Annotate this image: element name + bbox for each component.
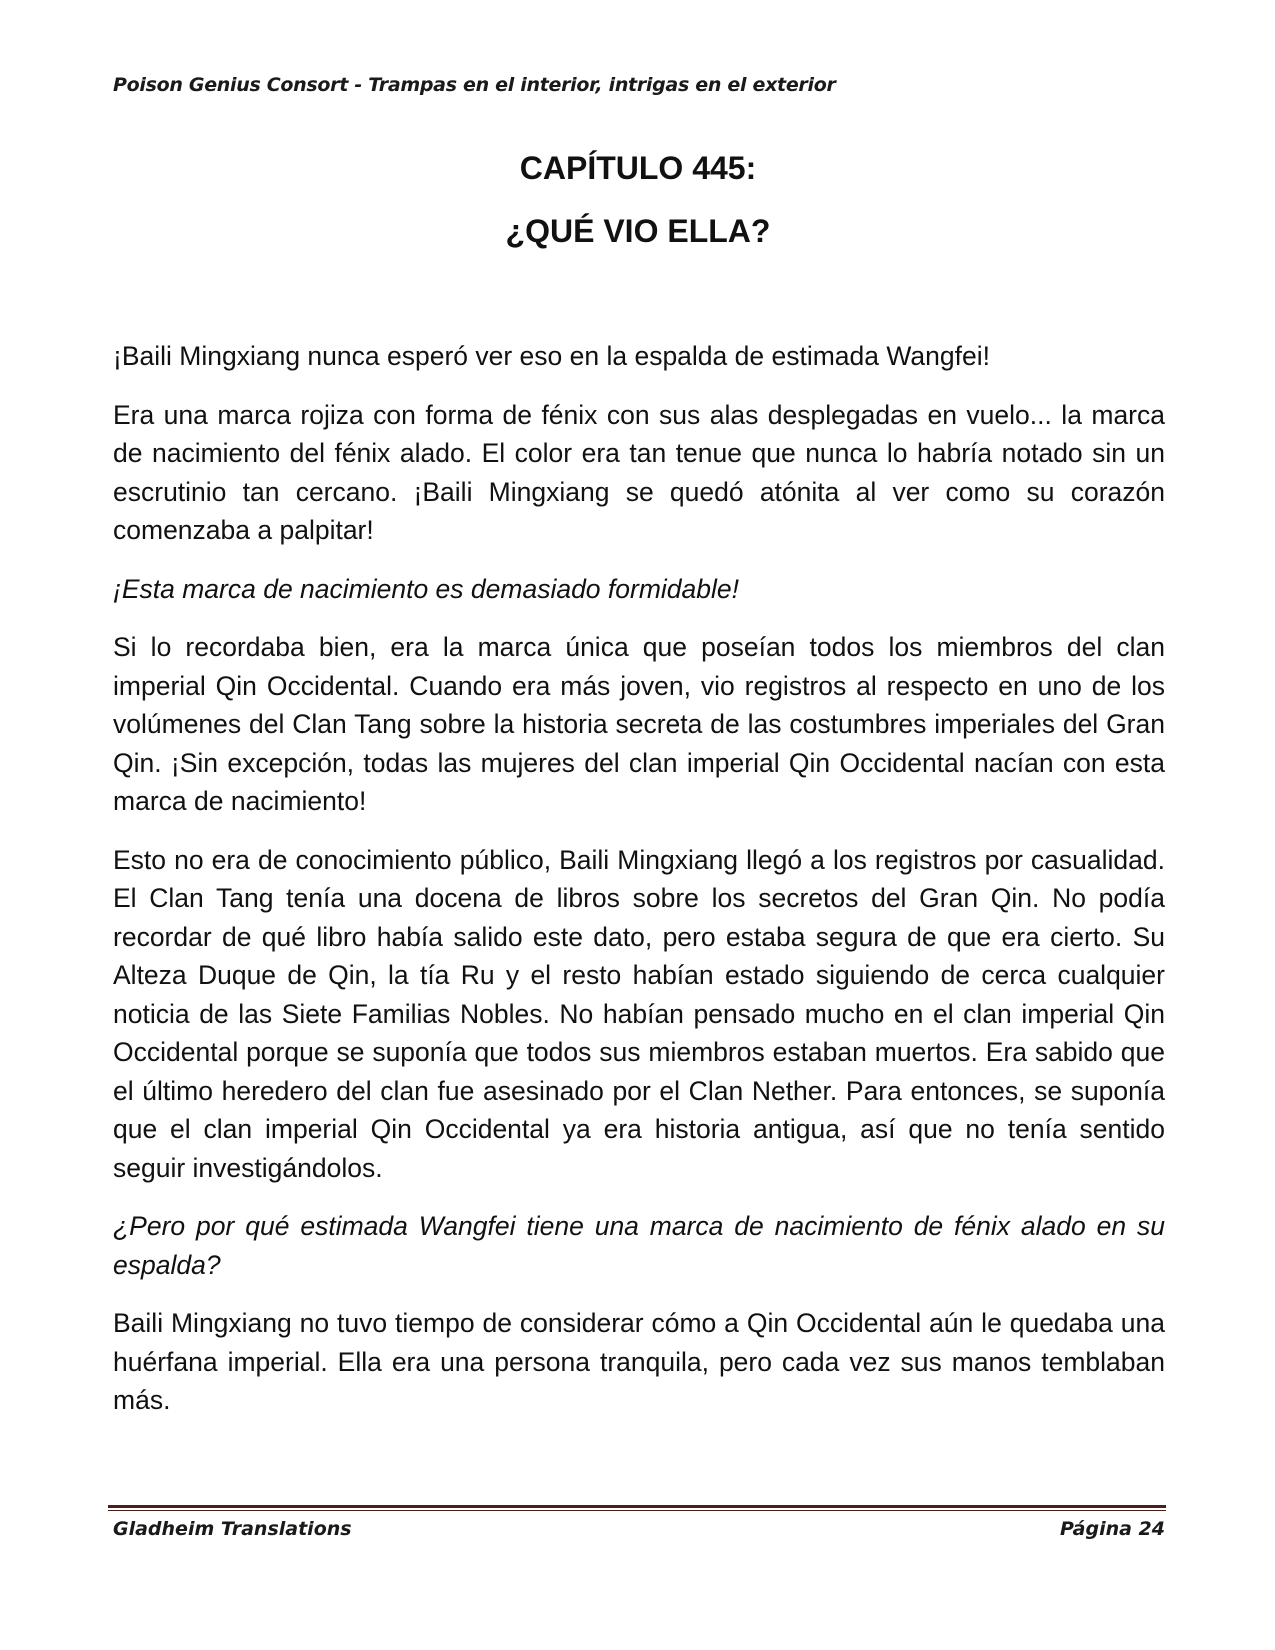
paragraph: Si lo recordaba bien, era la marca única que poseían todos los miembros del clan imperial Qin Occidental. Cuando era más joven, vio registros al respecto en uno de los volúmenes del Clan Tang sobre la historia secreta de las costumbres imperiales del Gran Qin. ¡Sin excepción, todas las mujeres del clan imperial Qin Occidental nacían con esta marca de nacimiento! xyxy=(113,632,1165,816)
chapter-body xyxy=(113,337,1165,1440)
page-number: Página 24 xyxy=(1059,1518,1165,1540)
paragraph: Baili Mingxiang no tuvo tiempo de considerar cómo a Qin Occidental aún le quedaba una huérfana imperial. Ella era una persona tranquila, pero cada vez sus manos temblaban más. xyxy=(113,1308,1165,1415)
footer-divider xyxy=(108,1505,1166,1511)
paragraph: ¡Baili Mingxiang nunca esperó ver eso en la espalda de estimada Wangfei! xyxy=(113,341,990,371)
chapter-number: CAPÍTULO 445: xyxy=(519,150,757,186)
chapter-title: ¿QUÉ VIO ELLA? xyxy=(505,213,771,249)
running-header: Poison Genius Consort - Trampas en el interior, intrigas en el exterior xyxy=(113,74,836,96)
footer-publisher: Gladheim Translations xyxy=(113,1518,352,1540)
paragraph: Era una marca rojiza con forma de fénix con sus alas desplegadas en vuelo... la marca de nacimiento del fénix alado. El color era tan tenue que nunca lo habría notado sin un escrutinio tan cercano. ¡Baili Mingxiang se quedó atónita al ver como su corazón comenzaba a palpitar! xyxy=(113,399,1165,545)
paragraph: Esto no era de conocimiento público, Baili Mingxiang llegó a los registros por casualidad. El Clan Tang tenía una docena de libros sobre los secretos del Gran Qin. No podía recordar de qué libro había salido este dato, pero estaba segura de que era cierto. Su Alteza Duque de Qin, la tía Ru y el resto habían estado siguiendo de cerca cualquier noticia de las Siete Familias Nobles. No habían pensado mucho en el clan imperial Qin Occidental porque se suponía que todos sus miembros estaban muertos. Era sabido que el último heredero del clan fue asesinado por el Clan Nether. Para entonces, se suponía que el clan imperial Qin Occidental ya era historia antigua, así que no tenía sentido seguir investigándolos. xyxy=(113,844,1165,1183)
italic-thought-paragraph: ¿Pero por qué estimada Wangfei tiene una marca de nacimiento de fénix alado en su espalda? xyxy=(113,1211,1165,1280)
italic-thought-paragraph: ¡Esta marca de nacimiento es demasiado formidable! xyxy=(113,573,739,604)
